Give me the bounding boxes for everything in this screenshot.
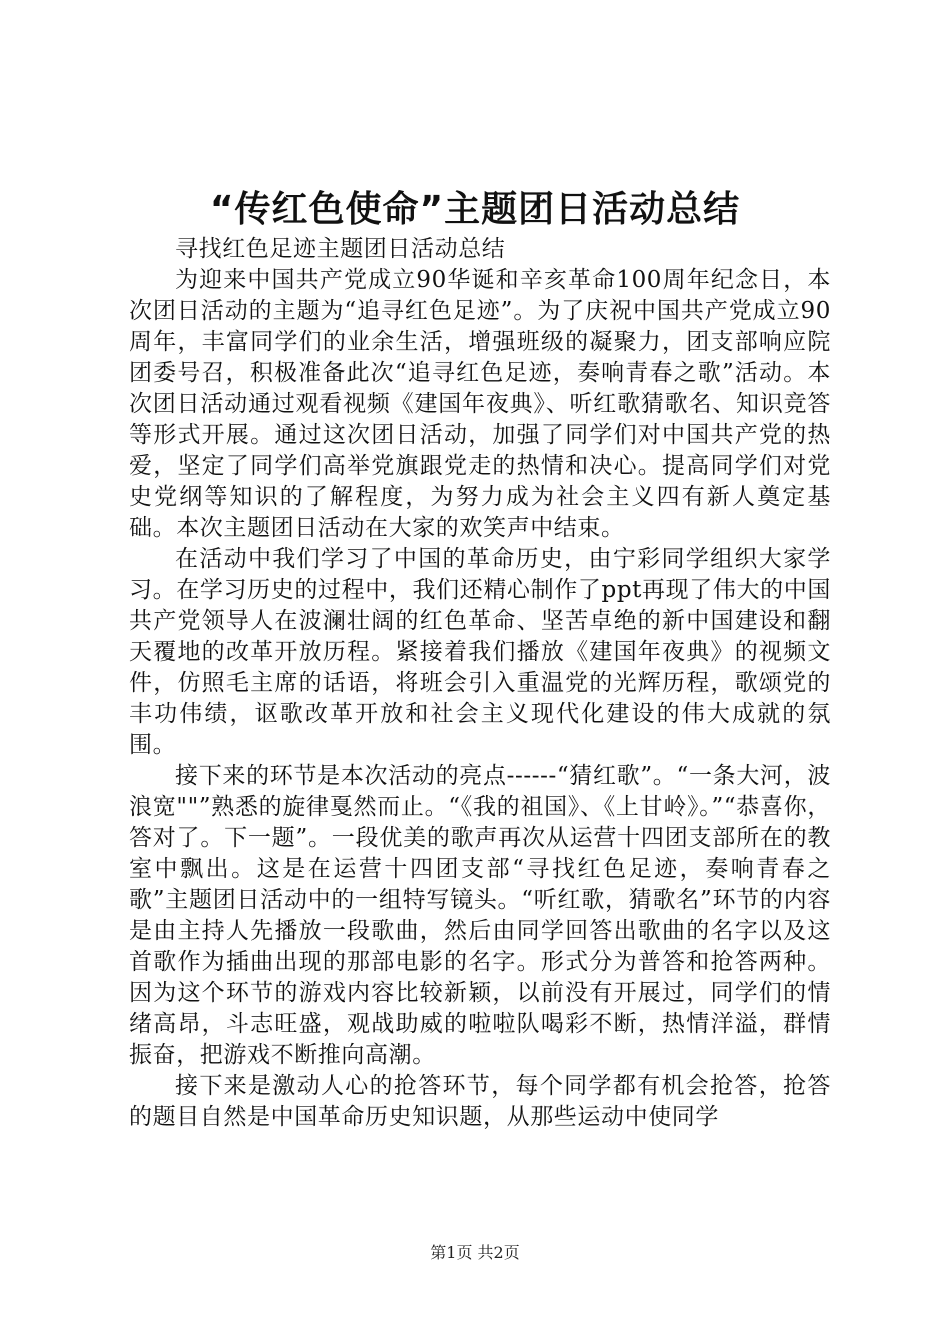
- document-title: “传红色使命”主题团日活动总结: [209, 189, 741, 230]
- paragraph-3: 接下来的环节是本次活动的亮点------“猜红歌”。“一条大河，波浪宽""”熟悉的旋律戛然而止。“《我的祖国》、《上甘岭》。”“恭喜你，答对了。下一题”。一段优美的歌声再次从运营十四团支部所在的教室中飘出。这是在运营十四团支部“寻找红色足迹，奏响青春之歌”主题团日活动中的一组特写镜头。“听红歌，猜歌名”环节的内容是由主持人先播放一段歌曲，然后由同学回答出歌曲的名字以及这首歌作为插曲出现的那部电影的名字。形式分为普答和抢答两种。因为这个环节的游戏内容比较新颖，以前没有开展过，同学们的情绪高昂，斗志旺盛，观战助威的啦啦队喝彩不断，热情洋溢，群情振奋，把游戏不断推向高潮。: [129, 763, 831, 1068]
- paragraph-4: 接下来是激动人心的抢答环节，每个同学都有机会抢答，抢答的题目自然是中国革命历史知识题，从那些运动中使同学: [129, 1073, 831, 1130]
- paragraph-1: 为迎来中国共产党成立90华诞和辛亥革命100周年纪念日，本次团日活动的主题为“追寻红色足迹”。为了庆祝中国共产党成立90周年，丰富同学们的业余生活，增强班级的凝聚力，团支部响应院团委号召，积极准备此次“追寻红色足迹，奏响青春之歌”活动。本次团日活动通过观看视频《建国年夜典》、听红歌猜歌名、知识竞答等形式开展。通过这次团日活动，加强了同学们对中国共产党的热爱，坚定了同学们高举党旗跟党走的热情和决心。提高同学们对党史党纲等知识的了解程度，为努力成为社会主义四有新人奠定基础。本次主题团日活动在大家的欢笑声中结束。: [129, 267, 831, 541]
- document-body: [129, 234, 831, 1133]
- document-subtitle: 寻找红色足迹主题团日活动总结: [175, 236, 506, 262]
- page-footer: 第1页 共2页: [430, 1243, 520, 1262]
- paragraph-2: 在活动中我们学习了中国的革命历史，由宁彩同学组织大家学习。在学习历史的过程中，我们还精心制作了ppt再现了伟大的中国共产党领导人在波澜壮阔的红色革命、坚苦卓绝的新中国建设和翻天覆地的改革开放历程。紧接着我们播放《建国年夜典》的视频文件，仿照毛主席的话语，将班会引入重温党的光辉历程，歌颂党的丰功伟绩，讴歌改革开放和社会主义现代化建设的伟大成就的氛围。: [129, 546, 831, 758]
